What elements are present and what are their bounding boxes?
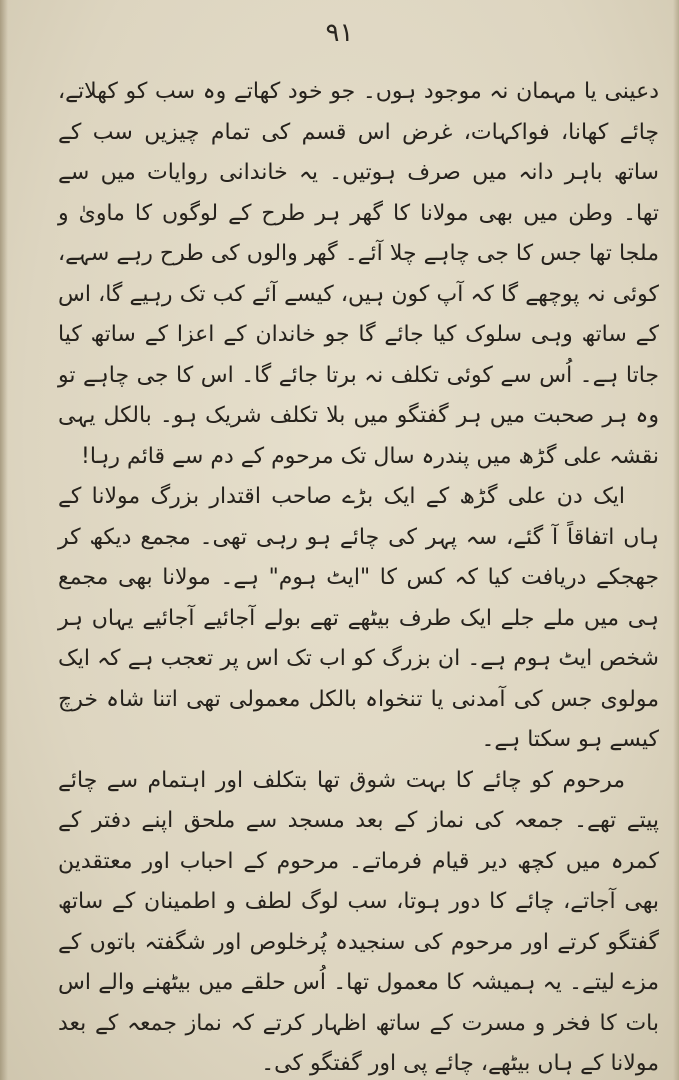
page-right-edge-shadow [673, 0, 679, 1080]
page-left-edge-shadow [0, 0, 8, 1080]
paragraph-1: دعینی یا مہمان نہ موجود ہوں۔ جو خود کھاتے وہ سب کو کھلاتے، چائے کھانا، فواکہات، غرض اس قسم کی تمام چیزیں سب کے ساتھ باہر دانہ میں صرف ہوتیں۔ یہ خاندانی روایات میں سے تھا۔ وطن میں بھی مولانا کا گھر ہر طرح کے لوگوں کا ماویٰ و ملجا تھا جس کا جی چاہے چلا آئے۔ گھر والوں کی طرح رہے سہے، کوئی نہ پوچھے گا کہ آپ کون ہیں، کیسے آئے کب تک رہیے گا، اس کے ساتھ وہی سلوک کیا جائے گا جو خاندان کے اعزا کے ساتھ کیا جاتا ہے۔ اُس سے کوئی تکلف نہ برتا جائے گا۔ اس کا جی چاہے تو وہ ہر صحبت میں ہر گفتگو میں بلا تکلف شریک ہو۔ بالکل یہی نقشہ علی گڑھ میں پندرہ سال تک مرحوم کے دم سے قائم رہا! [58, 79, 659, 469]
paragraph-2: ایک دن علی گڑھ کے ایک بڑے صاحب اقتدار بزرگ مولانا کے ہاں اتفاقاً آ گئے، سہ پہر کی چائے ہو رہی تھی۔ مجمع دیکھ کر جھجکے دریافت کیا کہ کس کا "ایٹ ہوم" ہے۔ مولانا بھی مجمع ہی میں ملے جلے ایک طرف بیٹھے تھے بولے آجائیے آجائیے یہاں ہر شخص ایٹ ہوم ہے۔ ان بزرگ کو اب تک اس پر تعجب ہے کہ ایک مولوی جس کی آمدنی یا تنخواہ بالکل معمولی تھی اتنا شاہ خرچ کیسے ہو سکتا ہے۔ [58, 484, 659, 752]
page-number: ۹۱ [325, 18, 354, 48]
urdu-text-block [58, 72, 659, 1080]
paragraph-3: مرحوم کو چائے کا بہت شوق تھا بتکلف اور اہتمام سے چائے پیتے تھے۔ جمعہ کی نماز کے بعد مسجد سے ملحق اپنے دفتر کے کمرہ میں کچھ دیر قیام فرماتے۔ مرحوم کے احباب اور معتقدین بھی آجاتے، چائے کا دور ہوتا، سب لوگ لطف و اطمینان کے ساتھ گفتگو کرتے اور مرحوم کی سنجیدہ پُرخلوص اور شگفتہ باتوں کے مزے لیتے۔ یہ ہمیشہ کا معمول تھا۔ اُس حلقے میں بیٹھنے والے اس بات کا فخر و مسرت کے ساتھ اظہار کرتے کہ نماز جمعہ کے بعد مولانا کے ہاں بیٹھے، چائے پی اور گفتگو کی۔ [58, 767, 659, 1076]
